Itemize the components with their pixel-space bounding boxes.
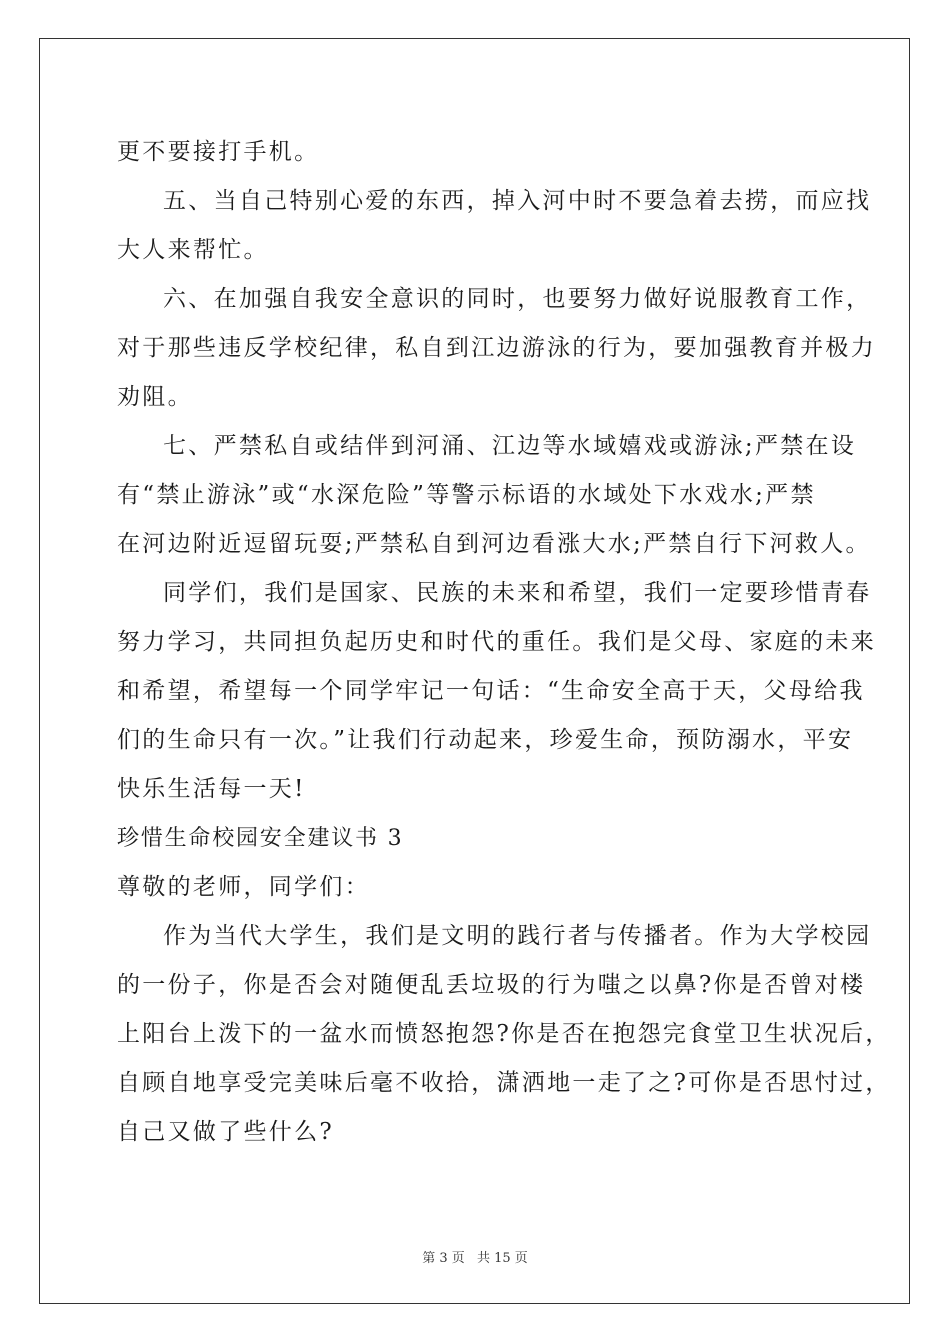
text-line: 大人来帮忙。 [117,237,269,263]
text-line: 快乐生活每一天! [117,776,306,802]
text-line: 五、当自己特别心爱的东西，掉入河中时不要急着去捞，而应找 [163,188,872,214]
text-line: 的一份子，你是否会对随便乱丢垃圾的行为嗤之以鼻?你是否曾对楼 [117,972,866,998]
document-body [117,128,891,1157]
text-line: 自己又做了些什么? [117,1119,335,1145]
text-line: 更不要接打手机。 [117,139,320,165]
salutation: 尊敬的老师，同学们： [117,874,370,900]
text-line: 们的生命只有一次。”让我们行动起来，珍爱生命，预防溺水，平安 [117,727,854,753]
current-page-label: 第 3 页 [422,1251,465,1266]
text-line: 对于那些违反学校纪律，私自到江边游泳的行为，要加强教育并极力 [117,335,876,361]
text-line: 七、严禁私自或结伴到河涌、江边等水域嬉戏或游泳;严禁在设 [163,433,857,459]
text-line: 作为当代大学生，我们是文明的践行者与传播者。作为大学校园 [163,923,872,949]
text-line: 同学们，我们是国家、民族的未来和希望，我们一定要珍惜青春 [163,580,872,606]
text-line: 努力学习，共同担负起历史和时代的重任。我们是父母、家庭的未来 [117,629,876,655]
text-line: 劝阻。 [117,384,193,410]
total-pages-label: 共 15 页 [476,1251,528,1266]
text-line: 自顾自地享受完美味后毫不收拾，潇洒地一走了之?可你是否思忖过， [117,1070,891,1096]
text-line: 有“禁止游泳”或“水深危险”等警示标语的水域处下水戏水;严禁 [117,482,816,508]
text-line: 和希望，希望每一个同学牢记一句话：“生命安全高于天，父母给我 [117,678,865,704]
text-line: 在河边附近逗留玩耍;严禁私自到河边看涨大水;严禁自行下河救人。 [117,531,871,557]
text-line: 六、在加强自我安全意识的同时，也要努力做好说服教育工作， [163,286,872,312]
page-footer [0,1247,950,1266]
text-line: 上阳台上泼下的一盆水而愤怒抱怨?你是否在抱怨完食堂卫生状况后， [117,1021,891,1047]
section-heading: 珍惜生命校园安全建议书 3 [117,826,404,851]
